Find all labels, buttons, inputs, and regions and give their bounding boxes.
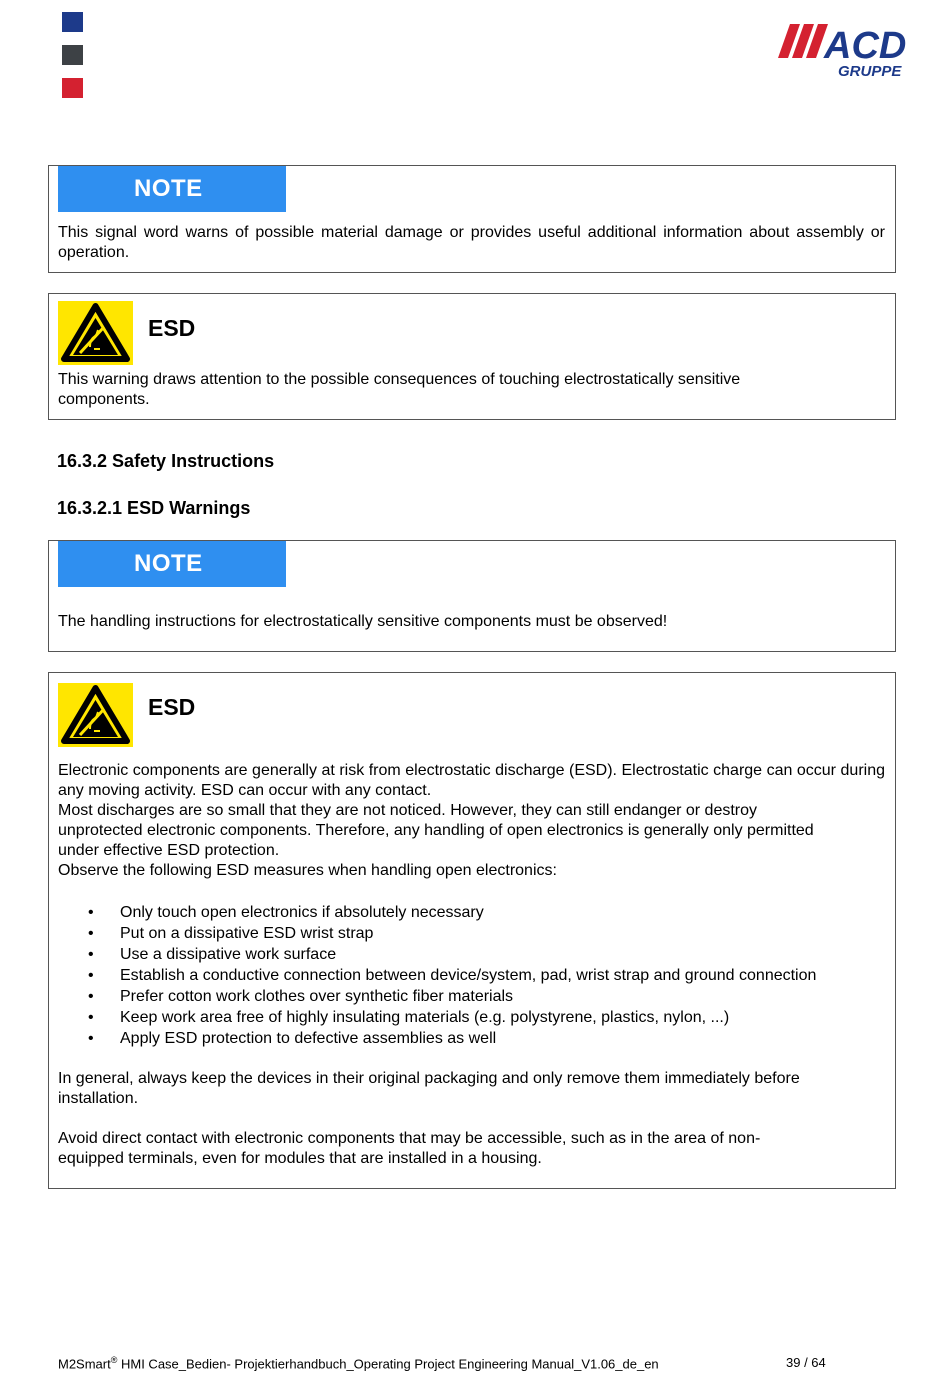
note-banner: NOTE [58, 166, 286, 212]
list-item-text: Prefer cotton work clothes over synthetic fiber materials [120, 988, 514, 1005]
esd-title: ESD [148, 694, 196, 720]
logo-main-text: ACD [824, 25, 907, 67]
note-text: This signal word warns of possible material damage or provides useful additional information about assembly or operation. [58, 224, 885, 261]
bullet-icon: • [88, 904, 94, 921]
list-item [58, 1028, 885, 1049]
esd-text-line: This warning draws attention to the possible consequences of touching electrostatically sensitive [58, 371, 741, 388]
header-square-red [62, 78, 83, 98]
list-item [58, 902, 885, 923]
list-item [58, 965, 885, 986]
esd-paragraph-line: equipped terminals, even for modules that are installed in a housing. [58, 1150, 542, 1167]
esd-paragraph-line: Avoid direct contact with electronic components that may be accessible, such as in the area of non- [58, 1130, 761, 1147]
list-item [58, 923, 885, 944]
esd-warning-icon [58, 683, 133, 747]
footer-registered-mark: ® [110, 1355, 118, 1365]
header-square-blue [62, 12, 83, 32]
esd-paragraph-line: installation. [58, 1090, 139, 1107]
note-box-1 [48, 165, 896, 273]
list-item-text: Establish a conductive connection between device/system, pad, wrist strap and ground connection [120, 967, 817, 984]
bullet-icon: • [88, 988, 94, 1005]
acd-logo [768, 18, 918, 82]
list-item-text: Use a dissipative work surface [120, 946, 337, 963]
esd-paragraph-line: In general, always keep the devices in their original packaging and only remove them immediately before [58, 1070, 800, 1087]
list-item-text: Keep work area free of highly insulating materials (e.g. polystyrene, plastics, nylon, ...) [120, 1009, 730, 1026]
page-number: 39 / 64 [786, 1355, 826, 1370]
footer-brand: M2Smart [58, 1356, 111, 1372]
bullet-icon: • [88, 1009, 94, 1026]
list-item [58, 944, 885, 965]
bullet-icon: • [88, 925, 94, 942]
bullet-icon: • [88, 967, 94, 984]
esd-title: ESD [148, 315, 196, 341]
note-banner: NOTE [58, 541, 286, 587]
esd-measures-list [58, 902, 885, 1049]
esd-box-1 [48, 293, 896, 420]
section-heading: 16.3.2 Safety Instructions [57, 451, 275, 471]
esd-box-2 [48, 672, 896, 1189]
list-item [58, 986, 885, 1007]
note-box-2 [48, 540, 896, 652]
list-item-text: Put on a dissipative ESD wrist strap [120, 925, 374, 942]
esd-warning-icon [58, 301, 133, 365]
esd-intro: Electronic components are generally at risk from electrostatic discharge (ESD). Electrostatic charge can occur during any moving activity. ESD can occur with any contact. [58, 762, 885, 799]
subsection-heading: 16.3.2.1 ESD Warnings [57, 498, 251, 518]
esd-text-line: components. [58, 391, 150, 408]
note-text: The handling instructions for electrostatically sensitive components must be observed! [58, 613, 668, 630]
esd-observe: Observe the following ESD measures when handling open electronics: [58, 862, 557, 879]
footer-document-name [58, 1355, 659, 1371]
list-item [58, 1007, 885, 1028]
list-item-text: Apply ESD protection to defective assemblies as well [120, 1030, 497, 1047]
bullet-icon: • [88, 1030, 94, 1047]
esd-paragraph-line: under effective ESD protection. [58, 842, 280, 859]
logo-sub-text: GRUPPE [838, 63, 902, 80]
list-item-text: Only touch open electronics if absolutely necessary [120, 904, 484, 921]
esd-paragraph-line: unprotected electronic components. Therefore, any handling of open electronics is generally only permitted [58, 822, 814, 839]
header-square-gray [62, 45, 83, 65]
footer-doc-title: HMI Case_Bedien- Projektierhandbuch_Operating Project Engineering Manual_V1.06_de_en [117, 1356, 659, 1372]
bullet-icon: • [88, 946, 94, 963]
esd-paragraph-line: Most discharges are so small that they are not noticed. However, they can still endanger or destroy [58, 802, 758, 819]
